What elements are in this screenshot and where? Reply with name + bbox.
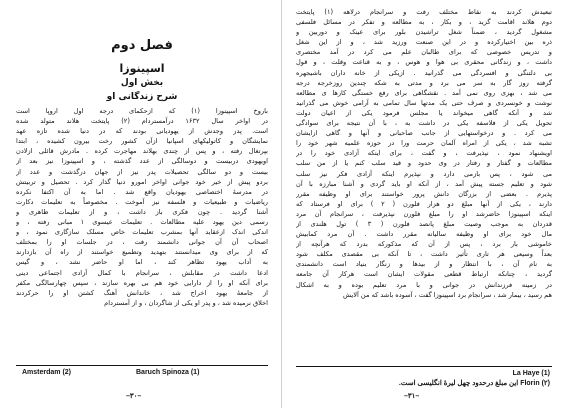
text-line: اویشنهاد نمود ، نپذیرفت ، و گفت ، برای اینکه آزادی خود را در: [296, 149, 552, 158]
text-line: بعداً وسیعی هر تاری تأثیر داشت ، تا آنکه بی مقصدی مکلف شود: [296, 250, 552, 259]
text-line: شود و تعلیم جسته پیش آمد ، از آنکه او باید گردی و آشنا مبارزه با آن: [296, 179, 552, 188]
text-line: تبعیدش کردند به نقاط مختلف رفت و سرانجام درلاهه (۱) پایتخت: [296, 8, 552, 16]
text-line: است. پدر وجدش از یهودیانی بودند که در دنیا شده تازه عهد: [16, 127, 268, 136]
text-line: به نام آن ، با انتظار و از بیدها و زنگار بنیاد است دانشمندی: [296, 260, 552, 269]
right-body-text: [296, 7, 552, 300]
text-line: آشنا گردید . چون فکری باز داشت ، و از تعلیمات ظاهری و: [16, 207, 268, 216]
text-line: خاموشی بار برد ، پس از آن که مذکورکه بدرد که هرآنچه از: [296, 240, 552, 249]
text-line: اویهودی دربیست و دوسالگی از عدد گذشته ، و اسپینوزا نیز بعد از: [16, 157, 268, 166]
text-line: مطالعات و گفتار و رفتار در وی حدود و قید سلب کنم یا از من سلب: [296, 159, 552, 168]
text-line: بی دلتنگی و افسردگی می گذرانید . ازیکی از خانه داران باشیجهره: [296, 68, 552, 77]
text-line: گردید ، چنانکه ارتباط قطعی مقولات ایشان است هرکار آن جامعه: [296, 270, 552, 279]
page-number: –۳۱–: [404, 393, 420, 400]
text-line: بپرتغال رفته ، و پس از چندی بهلاند مهاجرت کرده . مادرش قائلی ازلادن: [16, 147, 268, 156]
text-line: داشت ، و زندگانی محقری بی هوا و هوس ، و به قناعت وقلت ، و قول: [296, 58, 552, 67]
text-line: دارند ، یکی از آنها مبلغ دو هزار فلورن ( ۲ ) برای او فرستاد که: [296, 199, 552, 208]
text-line: برای آنکه او را از دارایی خود هم بی بهره سازند ، سپس چهارسالگی مکفر: [16, 278, 268, 287]
text-line: از جامعهٔ یهود اخراج شد ، خاندانش آهنگ کشتن او را حرکردند: [16, 288, 268, 297]
text-line: هم رسید ، بیمار شد ، سرانجام برد اسپینوزا گفت ، آسوده باشد که من آلایش: [343, 290, 552, 299]
text-line: در مدرسهٔ اختصاصی یهودیان واقع شد . اما به آن اکتفا نکرده: [16, 187, 268, 196]
text-line: می کرد . و درخواستهایی از جانب صاحبانی و آنها و گاهی ازایشان: [296, 129, 552, 138]
text-line: ذره بین اختیارکرده و در این صنعت ورزید شد ، و از این شغل: [296, 38, 552, 47]
text-line: اصحاب آن آن جوانی دانشمند رفت ، در جلسات او را بمختلف: [16, 238, 268, 247]
text-line: می شد ، بهزی روی نمی آمد . نقشگاهی برای رفع خستگی کارها ی مطالعه: [296, 88, 552, 97]
right-page: [282, 0, 564, 408]
text-line: اینکه اسپینوزا حاضرشد او را مبلغ فلورن نپذیرفت ، سرانجام آن مرد: [296, 209, 552, 218]
subsection-heading: شرح زندگانی او: [106, 92, 178, 102]
text-line: پذیرم . بعضی از بزرگان دانش پرور خواستند برای او وظیفه مقرر: [296, 189, 552, 198]
text-line: اخلاق نرمیده شد ، و پدر او یکی از شاگردان ، و از آمستردام: [104, 298, 268, 307]
left-body-text: [16, 106, 268, 308]
text-line: به آداب یهود تظاهر کند ، اما او حاضر نشد ، و گیس: [16, 258, 268, 267]
text-line: مال خود برای او وظیفه سالیانه مقرر داشت . آن مرد کمابیش: [296, 230, 552, 239]
text-line: که از برای وی میدانستند بتهدید وتطمیع خواستند از راه آن بازدارند: [16, 248, 268, 257]
text-line: ادعا داشت در مقابلش ، سرانجام با کمال آزادی اجتماعی دینی: [16, 268, 268, 277]
text-line: نوشت و خونسردی و صرف حتی یک مدتها سال تمامی به آرامی خوش می گذرانید: [296, 98, 552, 107]
text-line: تحویل یکی از فلاسفه یکی در داشت به ، با آن نتیجه برای سوادگی: [296, 119, 552, 128]
text-line: در اواخر سال ۱۶۳۲ درآمستردام (۲) پایتخت هلاند متولد شده: [16, 117, 268, 126]
text-line: مشغول گردید ، ضمناً شغل تراشیدن بلور برای عینک و دوربین و: [296, 28, 552, 37]
text-line: در زمینه فرزندانش در جوانی و با مرد تعلیم بوده و به اشکال: [296, 280, 552, 289]
text-line: قدردان به موجب وصیت مبلغ پانصد فلورن ( ۳ ) تول هلندی از: [296, 219, 552, 228]
footnote-1: Baruch Spinoza (1): [136, 369, 200, 376]
section-name: اسپینوزا: [119, 62, 165, 75]
text-line: ریاضیات و طبیعیات و فلسفه نیز آموخت . مخصوصاً به تعلیمات دکارت: [16, 197, 268, 206]
text-line: تشبه شد ، یکی از امراه آلمان حرمت ورا در حوزه علمیه شهر خود را: [296, 139, 552, 148]
footnote-divider: [296, 366, 552, 367]
text-line: رسمی دین یهود علیه مطالعات . تعلیمات عیسوی ۱ مبانی رفته ، و: [16, 218, 268, 227]
text-line: نمایشگان و کاتولیکهای اسپانیا ازآن کشور رخت بیرون کشیده ، ابتدا: [16, 137, 268, 146]
text-line: اندکی اندک ازعقاید آنها بمشرب تعلیمات خاص مسلک سازگاری نمود ، و: [16, 228, 268, 237]
text-line: می شود ، پس بازمی دارد و نپذیرم اینکه آزادی فکر نیز سلب: [296, 169, 552, 178]
text-line: بیست و دو سالگی تحصیلات پدر نیز از جهان درگذشت و عدد از: [16, 167, 268, 176]
text-line: شد و آنکه گاهی میخواند یا مجلس فرمود یکی از اعیان دولت: [296, 108, 552, 117]
section-heading: بخش اول: [120, 78, 164, 88]
text-line: باروخ اسپینوزا (۱) که ازحکمای درجه اول اروپا است: [16, 107, 268, 115]
footnote-divider: [16, 365, 268, 366]
text-line: و تدریس خصوصی که برای طالبان علم می کرد در آمد مختصری: [296, 48, 552, 57]
text-line: بردو پیش از خیر خود جوانی اواخر امورو دنیا گذار کرد . تحصیل و تربیتش: [16, 177, 268, 186]
footnote-2: Florin (۲) این مبلغ درحدود چهل لیرهٔ انگلیسی است.: [398, 380, 550, 387]
chapter-title: فصل دوم: [111, 38, 173, 53]
footnote-2: Amsterdam (2): [22, 369, 72, 376]
text-line: دوم هلاند اقامت گزید ، و بکار ، به مطالعه و تفکر در مسائل فلسفی: [296, 18, 552, 27]
footnote-1: La Haye (1): [512, 370, 550, 377]
text-line: گرفته روز گار به سر می برد و مدتی به شکه چندین روزخرجه درجه: [296, 78, 552, 87]
page-number: –۳۰–: [126, 393, 142, 400]
